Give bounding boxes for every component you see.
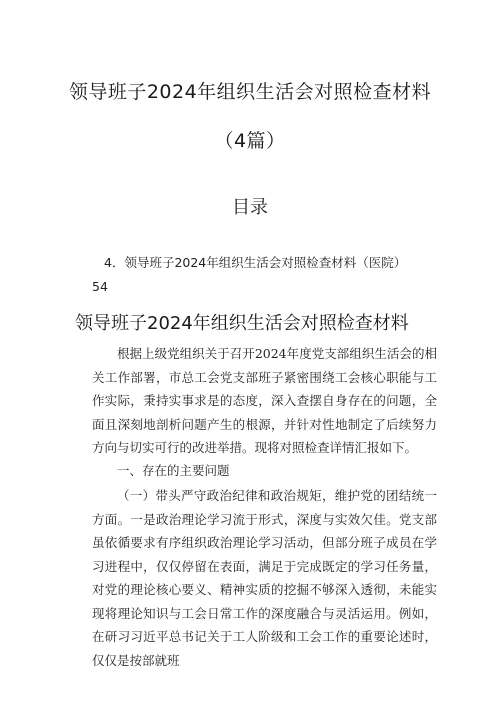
document-subtitle: （4篇） bbox=[214, 130, 286, 152]
intro-paragraph: 根据上级党组织关于召开2024年度党支部组织生活会的相关工作部署，市总工会党支部班子紧密围绕工会核心职能与工作实际，秉持实事求是的态度，深入查摆自身存在的问题，全面且深刻地剖析问题产生的根源，并针对性地制定了后续努力方向与切实可行的改进举措。现将对照检查详情汇报如下。 bbox=[92, 346, 437, 455]
toc-page-number: 54 bbox=[92, 279, 108, 294]
section-heading-problems: 一、存在的主要问题 bbox=[117, 463, 230, 478]
toc-heading: 目录 bbox=[232, 197, 268, 218]
toc-entry[interactable]: 4．领导班子2024年组织生活会对照检查材料（医院） bbox=[104, 255, 407, 270]
document-title: 领导班子2024年组织生活会对照检查材料 bbox=[68, 81, 432, 103]
body-paragraph: （一）带头严守政治纪律和政治规矩，维护党的团结统一方面。一是政治理论学习流于形式，深度与实效欠佳。党支部虽依循要求有序组织政治理论学习活动，但部分班子成员在学习进程中，仅仅停留在表面，满足于完成既定的学习任务量，对党的理论核心要义、精神实质的挖掘不够深入透彻，未能实现将理论知识与工会日常工作的深度融合与灵活运用。例如，在研习习近平总书记关于工人阶级和工会工作的重要论述时，仅仅是按部就班 bbox=[92, 488, 437, 668]
section-title: 领导班子2024年组织生活会对照检查材料 bbox=[75, 313, 409, 334]
